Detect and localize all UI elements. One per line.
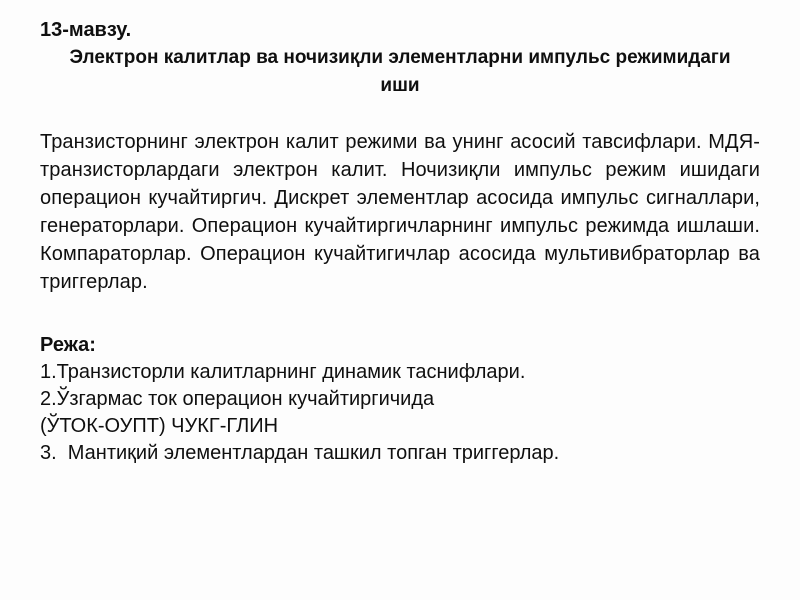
slide-title bbox=[40, 44, 760, 100]
summary-paragraph: Транзисторнинг электрон калит режими ва унинг асосий тавсифлари. МДЯ-транзисторлардаги электрон калит. Ночизиқли импульс режим ишидаги операцион кучайтиргич. Дискрет элементлар асосида импульс сигналлари, генераторлари. Операцион кучайтиргичларнинг импульс режимда ишлаши. Компараторлар. Операцион кучайтигичлар асосида мультивибраторлар ва триггерлар. bbox=[40, 131, 760, 293]
plan-item-1: 1.Транзисторли калитларнинг динамик таснифлари. bbox=[40, 361, 526, 383]
slide-title-line-2: иши bbox=[380, 75, 420, 96]
plan-item-2: 2.Ўзгармас ток операцион кучайтиргичида bbox=[40, 388, 435, 410]
slide-title-line-1: Электрон калитлар ва ночизиқли элементларни импульс режимидаги bbox=[69, 47, 731, 68]
plan-item-3: 3. Мантиқий элементлардан ташкил топган триггерлар. bbox=[40, 442, 560, 464]
plan-item-2-continued: (ЎТОК-ОУПТ) ЧУКГ-ГЛИН bbox=[40, 415, 279, 437]
topic-label: 13-мавзу. bbox=[40, 19, 132, 41]
plan-section bbox=[40, 332, 760, 467]
plan-heading: Режа: bbox=[40, 334, 96, 356]
